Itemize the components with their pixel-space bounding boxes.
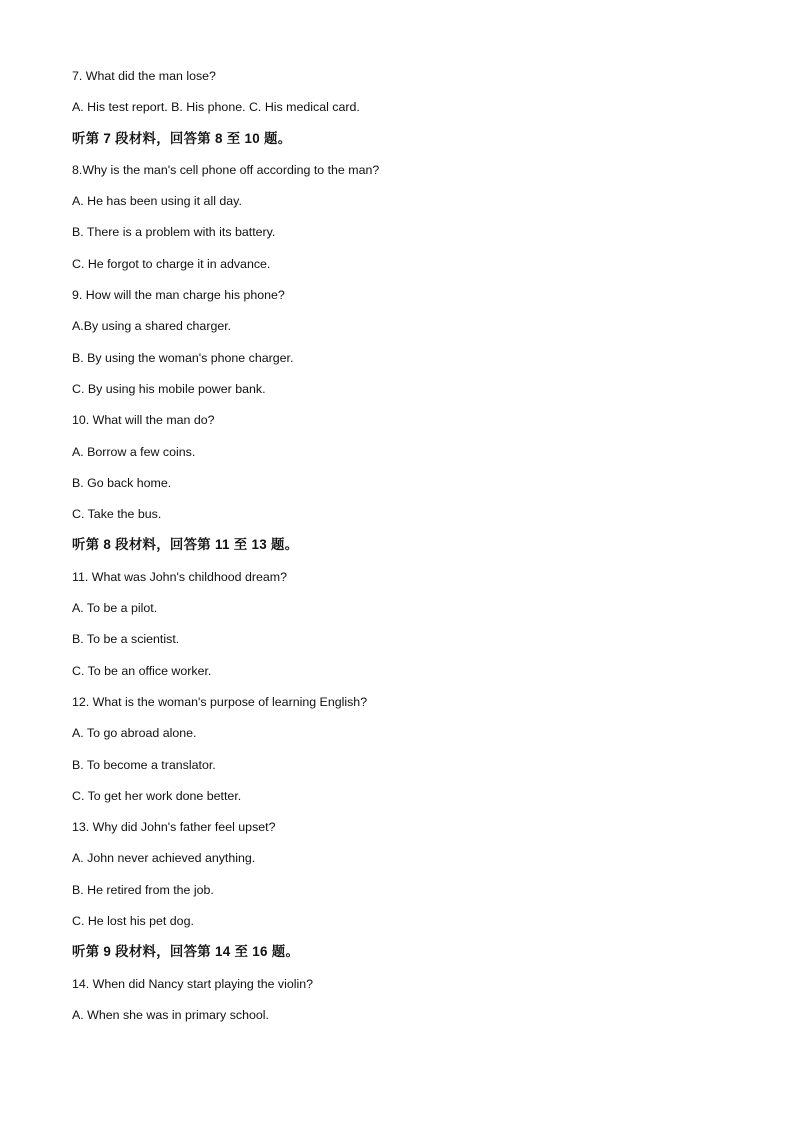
answer-option: C. To be an office worker.	[72, 663, 212, 678]
answer-option: C. He lost his pet dog.	[72, 914, 194, 929]
answer-option: B. Go back home.	[72, 475, 172, 490]
question-text: 11. What was John's childhood dream?	[72, 569, 287, 584]
answer-option: C. He forgot to charge it in advance.	[72, 256, 271, 271]
section-heading: 听第 9 段材料，回答第 14 至 16 题。	[72, 944, 300, 960]
answer-option: B. There is a problem with its battery.	[72, 225, 276, 240]
answer-option: A. John never achieved anything.	[72, 851, 256, 866]
answer-option: C. By using his mobile power bank.	[72, 381, 266, 396]
answer-option: B. By using the woman's phone charger.	[72, 350, 294, 365]
section-heading: 听第 8 段材料，回答第 11 至 13 题。	[72, 537, 299, 553]
question-text: 13. Why did John's father feel upset?	[72, 820, 276, 835]
answer-option: B. He retired from the job.	[72, 882, 214, 897]
question-text: 14. When did Nancy start playing the violin?	[72, 976, 314, 991]
answer-option: A. His test report. B. His phone. C. His medical card.	[72, 100, 360, 115]
answer-option: A. To go abroad alone.	[72, 726, 197, 741]
question-text: 9. How will the man charge his phone?	[72, 288, 285, 303]
answer-option: B. To be a scientist.	[72, 632, 180, 647]
answer-option: C. Take the bus.	[72, 507, 162, 522]
question-text: 8.Why is the man's cell phone off according to the man?	[72, 162, 380, 177]
question-text: 12. What is the woman's purpose of learning English?	[72, 694, 368, 709]
answer-option: A. When she was in primary school.	[72, 1007, 269, 1022]
answer-option: A.By using a shared charger.	[72, 319, 232, 334]
question-text: 10. What will the man do?	[72, 413, 215, 428]
answer-option: A. To be a pilot.	[72, 601, 158, 616]
answer-option: A. Borrow a few coins.	[72, 444, 196, 459]
answer-option: A. He has been using it all day.	[72, 194, 242, 209]
answer-option: B. To become a translator.	[72, 757, 216, 772]
section-heading: 听第 7 段材料，回答第 8 至 10 题。	[72, 130, 292, 146]
document-page	[72, 66, 752, 1036]
question-text: 7. What did the man lose?	[72, 69, 216, 83]
answer-option: C. To get her work done better.	[72, 788, 242, 803]
